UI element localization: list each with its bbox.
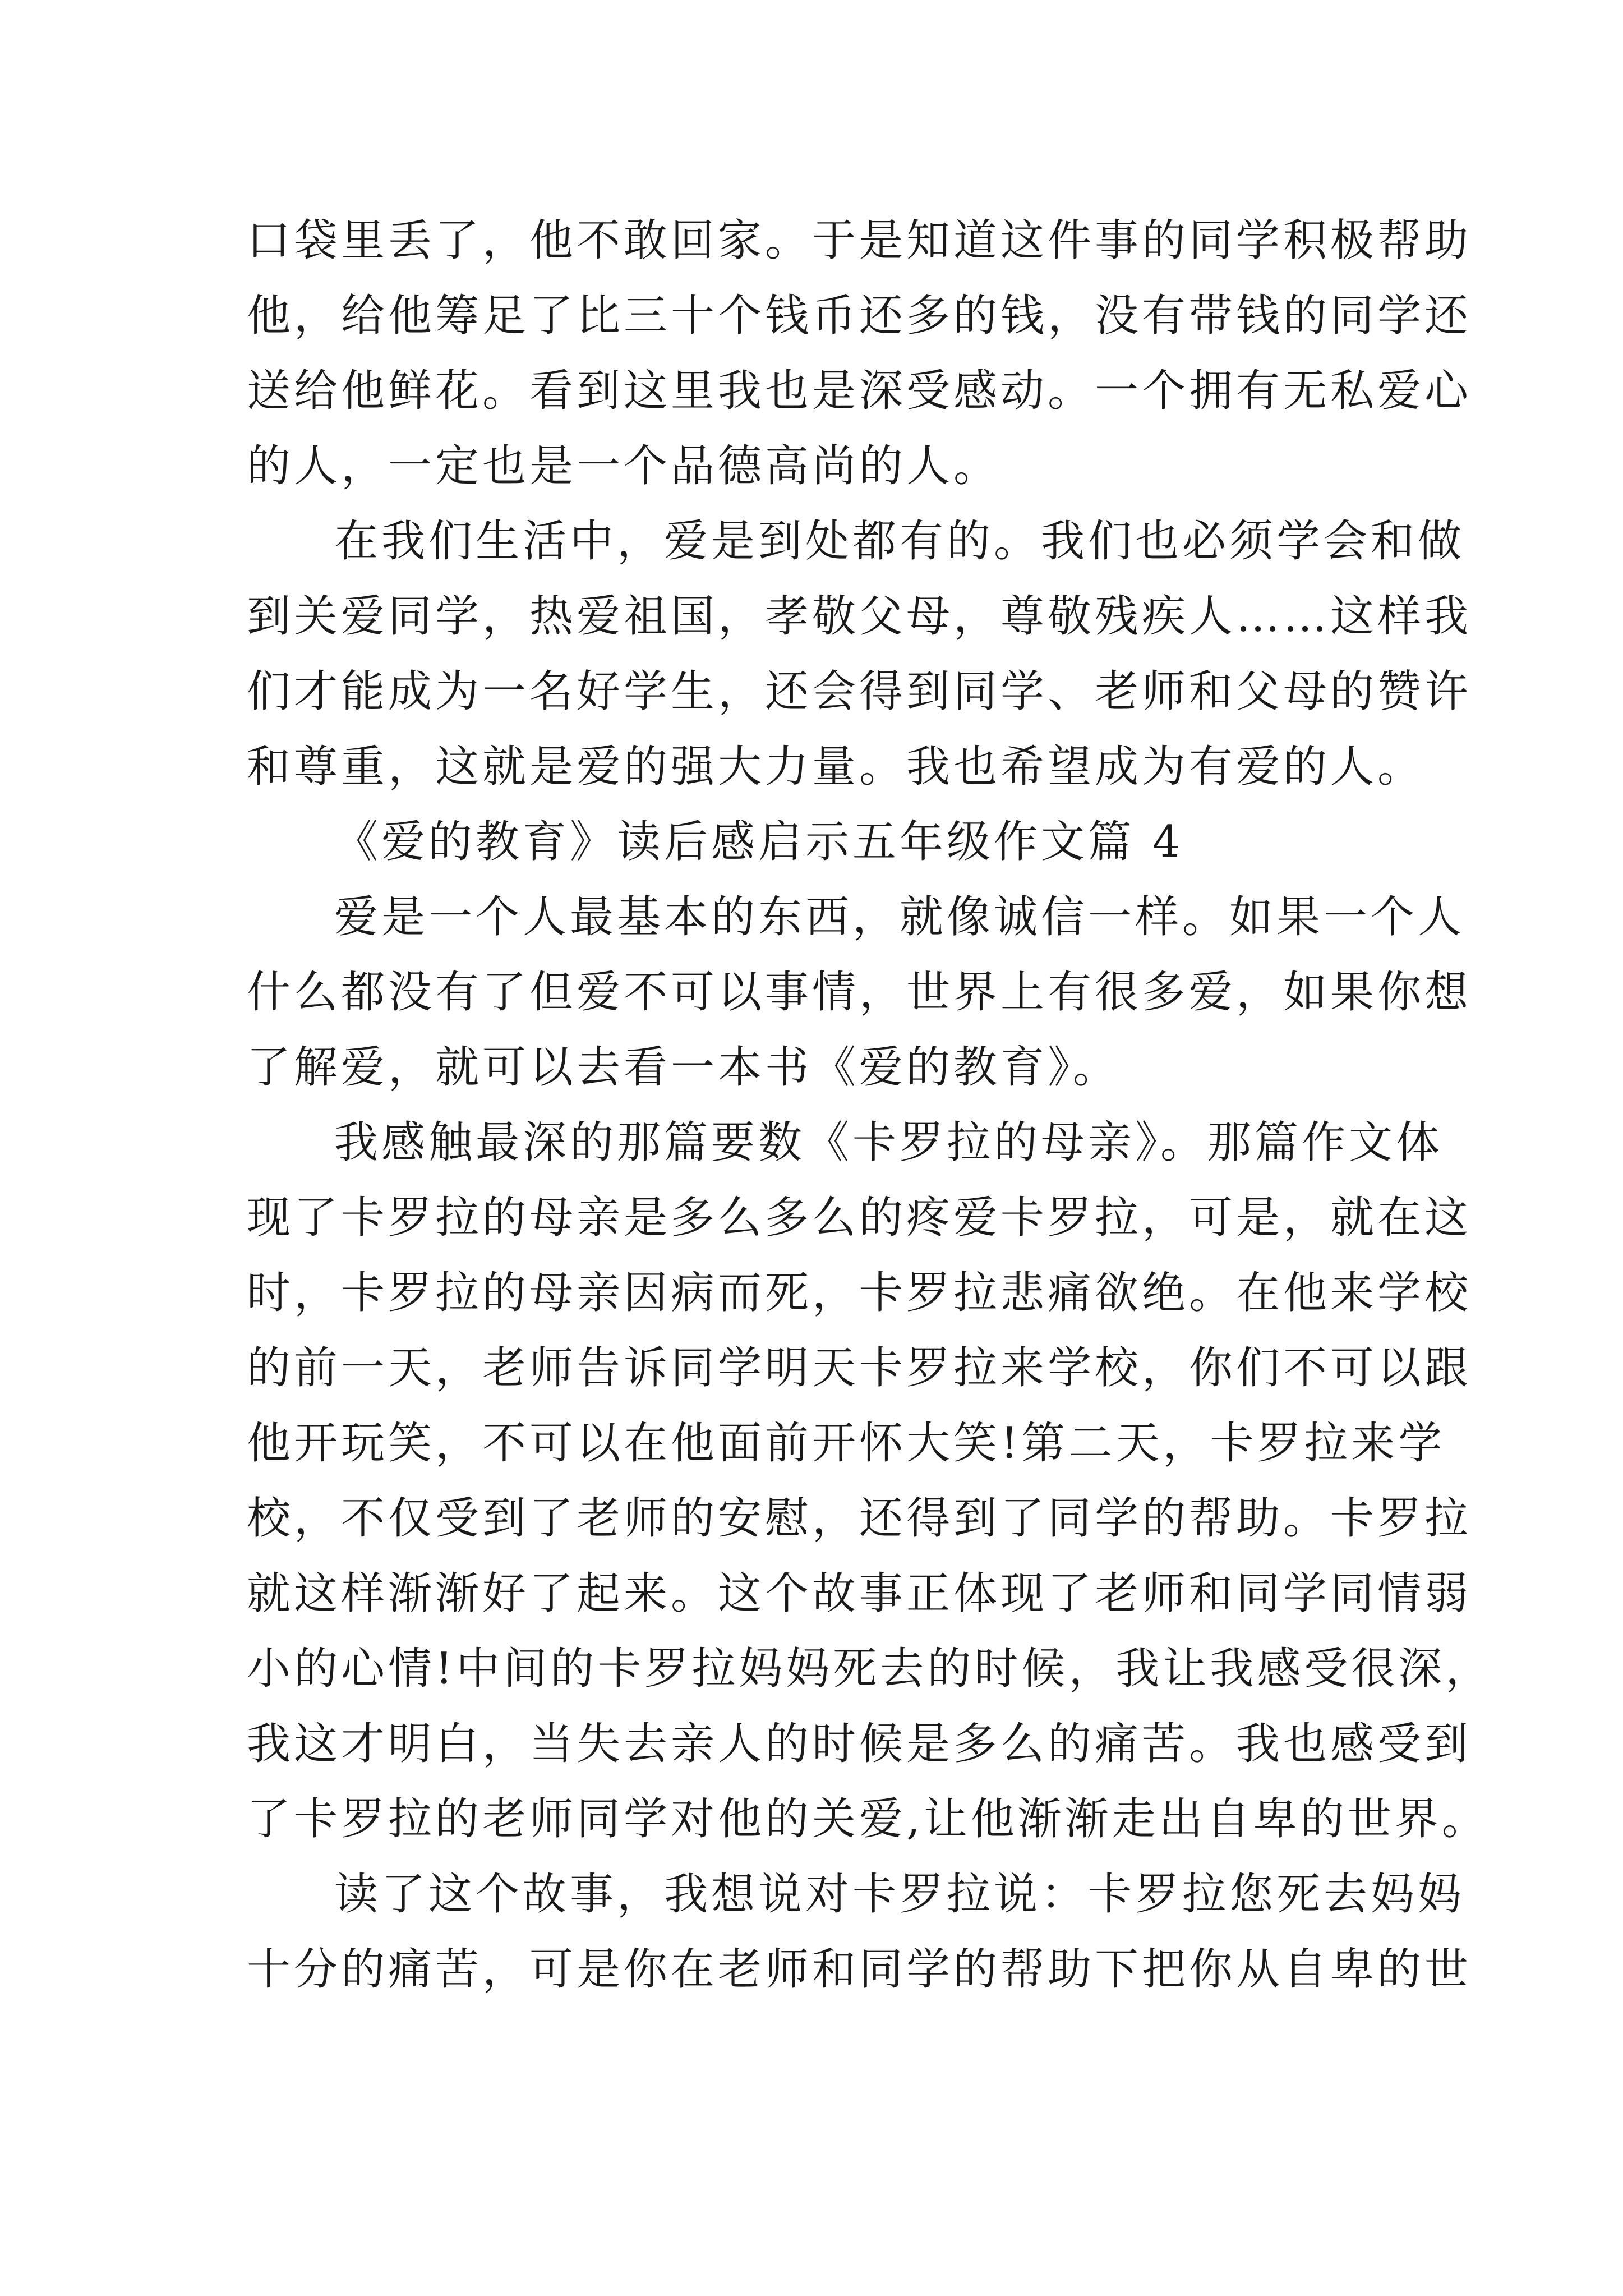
paragraph-line: 他，给他筹足了比三十个钱币还多的钱，没有带钱的同学还	[247, 291, 1472, 341]
paragraph-line: 我感触最深的那篇要数《卡罗拉的母亲》。那篇作文体	[334, 1117, 1444, 1168]
paragraph-line: 口袋里丢了，他不敢回家。于是知道这件事的同学积极帮助	[247, 215, 1472, 266]
paragraph-line: 现了卡罗拉的母亲是多么多么的疼爱卡罗拉，可是，就在这	[247, 1193, 1472, 1243]
paragraph-line: 送给他鲜花。看到这里我也是深受感动。一个拥有无私爱心	[247, 366, 1472, 416]
paragraph-line: 爱是一个人最基本的东西，就像诚信一样。如果一个人	[334, 892, 1465, 942]
paragraph-line: 在我们生活中，爱是到处都有的。我们也必须学会和做	[334, 516, 1465, 567]
paragraph-line: 就这样渐渐好了起来。这个故事正体现了老师和同学同情弱	[247, 1568, 1472, 1619]
paragraph-line: 校，不仅受到了老师的安慰，还得到了同学的帮助。卡罗拉	[247, 1493, 1472, 1544]
paragraph-line: 他开玩笑，不可以在他面前开怀大笑!第二天，卡罗拉来学	[247, 1418, 1446, 1469]
paragraph-line: 们才能成为一名好学生，还会得到同学、老师和父母的赞许	[247, 666, 1472, 717]
paragraph-line: 小的心情!中间的卡罗拉妈妈死去的时候，我让我感受很深，	[247, 1644, 1493, 1694]
paragraph-line: 了解爱，就可以去看一本书《爱的教育》。	[247, 1042, 1121, 1093]
paragraph-line: 和尊重，这就是爱的强大力量。我也希望成为有爱的人。	[247, 742, 1425, 792]
paragraph-line: 我这才明白，当失去亲人的时候是多么的痛苦。我也感受到	[247, 1719, 1472, 1769]
document-body	[247, 203, 1493, 2007]
paragraph-line: 的前一天，老师告诉同学明天卡罗拉来学校，你们不可以跟	[247, 1343, 1472, 1393]
paragraph-line: 什么都没有了但爱不可以事情，世界上有很多爱，如果你想	[247, 967, 1472, 1018]
paragraph-line: 的人，一定也是一个品德高尚的人。	[247, 441, 1001, 491]
paragraph-line: 十分的痛苦，可是你在老师和同学的帮助下把你从自卑的世	[247, 1944, 1472, 1995]
paragraph-line: 到关爱同学，热爱祖国，孝敬父母，尊敬残疾人……这样我	[247, 591, 1472, 642]
paragraph-line: 了卡罗拉的老师同学对他的关爱,让他渐渐走出自卑的世界。	[247, 1794, 1489, 1844]
section-heading: 《爱的教育》读后感启示五年级作文篇 4	[334, 817, 1184, 867]
paragraph-line: 读了这个故事，我想说对卡罗拉说：卡罗拉您死去妈妈	[334, 1869, 1465, 1920]
paragraph-line: 时，卡罗拉的母亲因病而死，卡罗拉悲痛欲绝。在他来学校	[247, 1268, 1472, 1318]
